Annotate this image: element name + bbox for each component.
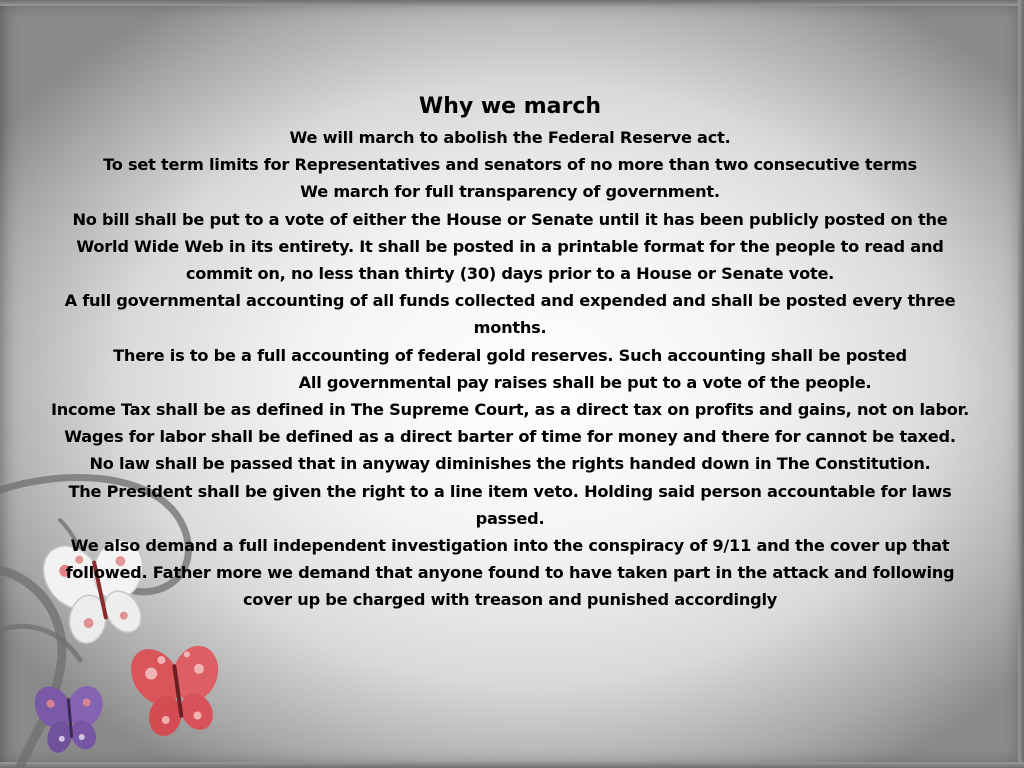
butterfly-icon	[26, 676, 113, 759]
slide-line-investigation: We also demand a full independent investigation into the conspiracy of 9/11 and the cover up that followed. Father more we demand that anyone found to have taken part in the attack and following cover up be charged with treason and punished accordingly	[65, 536, 960, 610]
slide-line-transparency: We march for full transparency of government.	[300, 182, 720, 202]
slide-body	[50, 92, 975, 614]
slide-line-line-item-veto: The President shall be given the right to a line item veto. Holding said person accountable for laws passed.	[68, 481, 957, 528]
slide-line-accounting-funds: A full governmental accounting of all funds collected and expended and shall be posted every three months.	[64, 291, 961, 338]
slide-line-income-tax: Income Tax shall be as defined in The Supreme Court, as a direct tax on profits and gains, not on labor. Wages for labor shall be defined as a direct barter of time for money and there for cannot be taxed.	[50, 400, 975, 447]
slide-title: Why we march	[418, 94, 602, 119]
slide-frame-right	[1018, 0, 1024, 768]
slide-line-bill-posting: No bill shall be put to a vote of either the House or Senate until it has been publicly posted on the World Wide Web in its entirety. It shall be posted in a printable format for the people to read and commit on, no less than thirty (30) days prior to a House or Senate vote.	[72, 209, 953, 284]
butterfly-icon	[118, 631, 235, 745]
slide-line-federal-reserve: We will march to abolish the Federal Reserve act.	[289, 128, 731, 147]
slide-frame-top	[0, 0, 1024, 6]
slide-line-term-limits: To set term limits for Representatives and senators of no more than two consecutive terms	[103, 155, 917, 175]
slide-line-pay-raises: All governmental pay raises shall be put to a vote of the people.	[298, 372, 872, 392]
slide-line-gold-reserves: There is to be a full accounting of federal gold reserves. Such accounting shall be posted	[113, 345, 907, 365]
slide-line-constitution: No law shall be passed that in anyway diminishes the rights handed down in The Constitution.	[89, 454, 931, 474]
